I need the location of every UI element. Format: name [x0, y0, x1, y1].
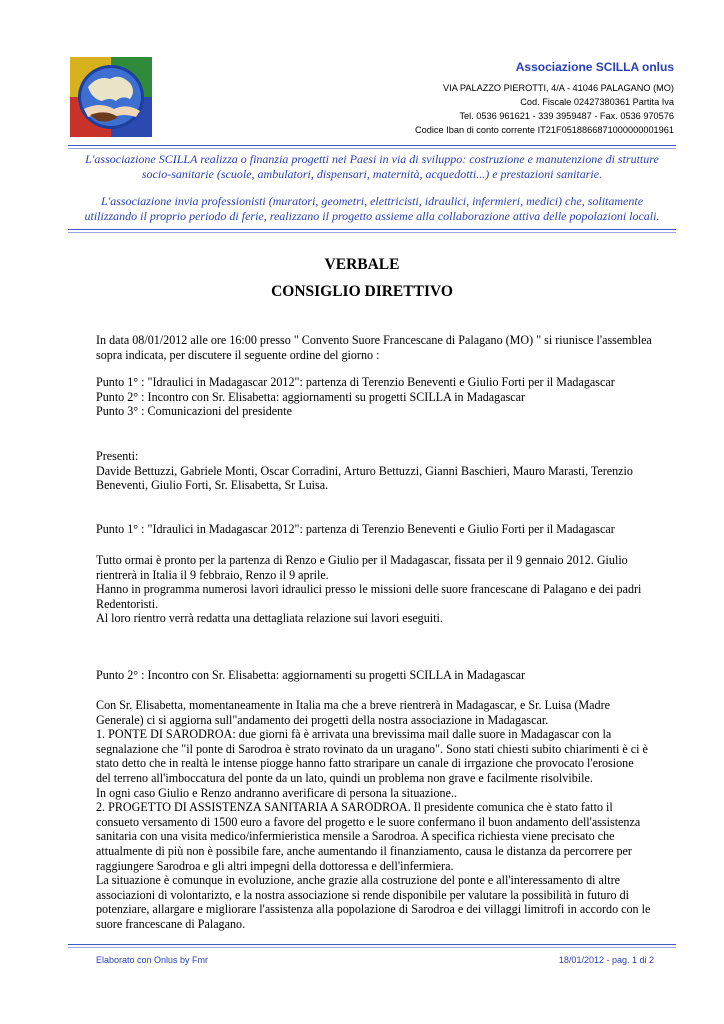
agenda-list: [96, 375, 676, 419]
point-2-line-4: segnalazione che "il ponte di Sarodroa è strato rovinato da un uragano". Sono stati chiesti subito chiarimenti è ci è: [96, 741, 648, 756]
point-2-line-9: consueto versamento di 1500 euro a favore del progetto e le suore confermano il buon andamento dell'assistenza: [96, 814, 641, 829]
attendees-label: Presenti:: [96, 449, 139, 463]
footer-divider: [68, 944, 676, 945]
phone-numbers: Tel. 0536 961621 - 339 3959487 - Fax. 0536 970576: [459, 111, 674, 121]
intro-paragraph-2-line-1: L'associazione invia professionisti (muratori, geometri, elettricisti, idraulici, infermieri, medici) che, solitamente: [100, 194, 644, 208]
point-2-line-3: 1. PONTE DI SARODROA: due giorni fà è arrivata una brevissima mail dalle suore in Madagascar con la: [96, 727, 612, 742]
organization-address: VIA PALAZZO PIEROTTI, 4/A - 41046 PALAGANO (MO): [443, 83, 674, 93]
iban-code: Codice Iban di conto corrente IT21F0518866871000000001961: [415, 125, 674, 135]
point-2-line-11: attualmente di più non è possibile fare, anche aumentando il finanziamento, causa le distanza da percorrere per: [96, 843, 632, 858]
header-divider-secondary: [68, 148, 676, 149]
intro-paragraph-1: [68, 152, 676, 182]
point-2-line-2: Generale) ci si aggiorna sull"andamento dei progetti della nostra associazione in Madagascar.: [96, 712, 549, 727]
intro-paragraph-1-line-1: L'associazione SCILLA realizza o finanzia progetti nei Paesi in via di sviluppo: costruzione e manutenzione di strutture: [85, 152, 659, 166]
point-1-line-4: Redentoristi.: [96, 596, 159, 611]
organization-logo: [70, 57, 152, 137]
point-2-heading: Punto 2° : Incontro con Sr. Elisabetta: aggiornamenti su progetti SCILLA in Madagascar: [96, 668, 526, 682]
point-2-line-15: potenziare, allargare e migliorare l'assistenza alla popolazione di Sarodroa e dei villaggi limitrofi in accordo con le: [96, 902, 651, 917]
footer-generator: Elaborato con Onlus by Fmr: [96, 955, 209, 965]
agenda-item-3: Punto 3° : Comunicazioni del presidente: [96, 404, 292, 419]
point-2-line-14: associazioni di volontarizto, e la nostra associazione si rende disponibile per valutare la possibilità in futuro di: [96, 887, 629, 902]
attendees-line-1: Davide Bettuzzi, Gabriele Monti, Oscar Corradini, Arturo Bettuzzi, Gianni Baschieri, Mauro Marasti, Terenzio: [96, 463, 633, 478]
attendees-section: [96, 449, 676, 493]
document-subtitle: CONSIGLIO DIRETTIVO: [271, 283, 453, 300]
point-1-line-3: Hanno in programma numerosi lavori idraulici presso le missioni delle suore francescane di Palagano e dei padri: [96, 582, 642, 597]
point-1-line-5: Al loro rientro verrà redatta una dettagliata relazione sui lavori eseguiti.: [96, 611, 443, 626]
intro-paragraph-2-line-2: utilizzando il proprio periodo di ferie, realizzano il progetto assieme alla collaborazione attiva delle popolazioni locali.: [84, 209, 660, 223]
document-title: VERBALE: [324, 256, 400, 273]
intro-divider: [68, 229, 676, 230]
footer-date-page: 18/01/2012 - pag. 1 di 2: [558, 955, 654, 965]
point-1-line-2: rientrerà in Italia il 9 febbraio, Renzo il 9 aprile.: [96, 567, 329, 582]
agenda-item-1: Punto 1° : "Idraulici in Madagascar 2012": partenza di Terenzio Beneventi e Giulio Forti per il Madagascar: [96, 375, 615, 389]
point-2-line-1: Con Sr. Elisabetta, momentaneamente in Italia ma che a breve rientrerà in Madagascar, e Sr. Luisa (Madre: [96, 698, 610, 712]
opening-paragraph: [96, 333, 676, 362]
header-divider: [68, 145, 676, 146]
point-2-line-8: 2. PROGETTO DI ASSISTENZA SANITARIA A SARODROA. Il presidente comunica che è stato fatto il: [96, 800, 613, 815]
opening-line-1: In data 08/01/2012 alle ore 16:00 presso " Convento Suore Francescane di Palagano (MO) " si riunisce l'assemblea: [96, 333, 652, 347]
point-2-line-7: In ogni caso Giulio e Renzo andranno averificare di persona la situazione..: [96, 785, 457, 800]
point-2-line-13: La situazione è comunque in evoluzione, anche grazie alla costruzione del ponte e all'interessamento di altre: [96, 873, 621, 888]
point-2-line-12: raggiungere Sarodroa e gli altri impegni della dottoressa e dell'infermiera.: [96, 858, 454, 873]
footer-divider-secondary: [68, 947, 676, 948]
intro-paragraph-2: [68, 194, 676, 224]
point-2-line-10: sanitaria con una visita medico/infermieristica mensile a Sarodroa. A specifica richiesta viene precisato che: [96, 829, 615, 844]
organization-name: Associazione SCILLA onlus: [515, 60, 674, 74]
intro-divider-secondary: [68, 232, 676, 233]
opening-line-2: sopra indicata, per discutere il seguente ordine del giorno :: [96, 347, 380, 362]
point-1-heading: Punto 1° : "Idraulici in Madagascar 2012": partenza di Terenzio Beneventi e Giulio Forti per il Madagascar: [96, 522, 615, 536]
point-2-body: [96, 698, 676, 932]
agenda-item-2: Punto 2° : Incontro con Sr. Elisabetta: aggiornamenti su progetti SCILLA in Madagascar: [96, 389, 526, 404]
point-2-line-5: stato detto che in realtà le intense piogge hanno fatto straripare un canale di irrgazione che provocato l'erosione: [96, 756, 634, 771]
attendees-line-2: Beneventi, Giulio Forti, Sr. Elisabetta, Sr Luisa.: [96, 478, 329, 493]
intro-paragraph-1-line-2: socio-sanitarie (scuole, ambulatori, dispensari, maternità, acquedotti...) e prestazioni sanitarie.: [141, 167, 603, 181]
point-1-line-1: Tutto ormai è pronto per la partenza di Renzo e Giulio per il Madagascar, fissata per il 9 gennaio 2012. Giulio: [96, 553, 628, 567]
point-2-line-16: suore francescane di Palagano.: [96, 916, 246, 931]
point-2-line-6: del terreno all'imboccatura del ponte da un lato, quindi un problema non grave e facilmente risolvibile.: [96, 770, 593, 785]
fiscal-code: Cod. Fiscale 02427380361 Partita Iva: [520, 97, 674, 107]
point-1-body: [96, 553, 676, 626]
